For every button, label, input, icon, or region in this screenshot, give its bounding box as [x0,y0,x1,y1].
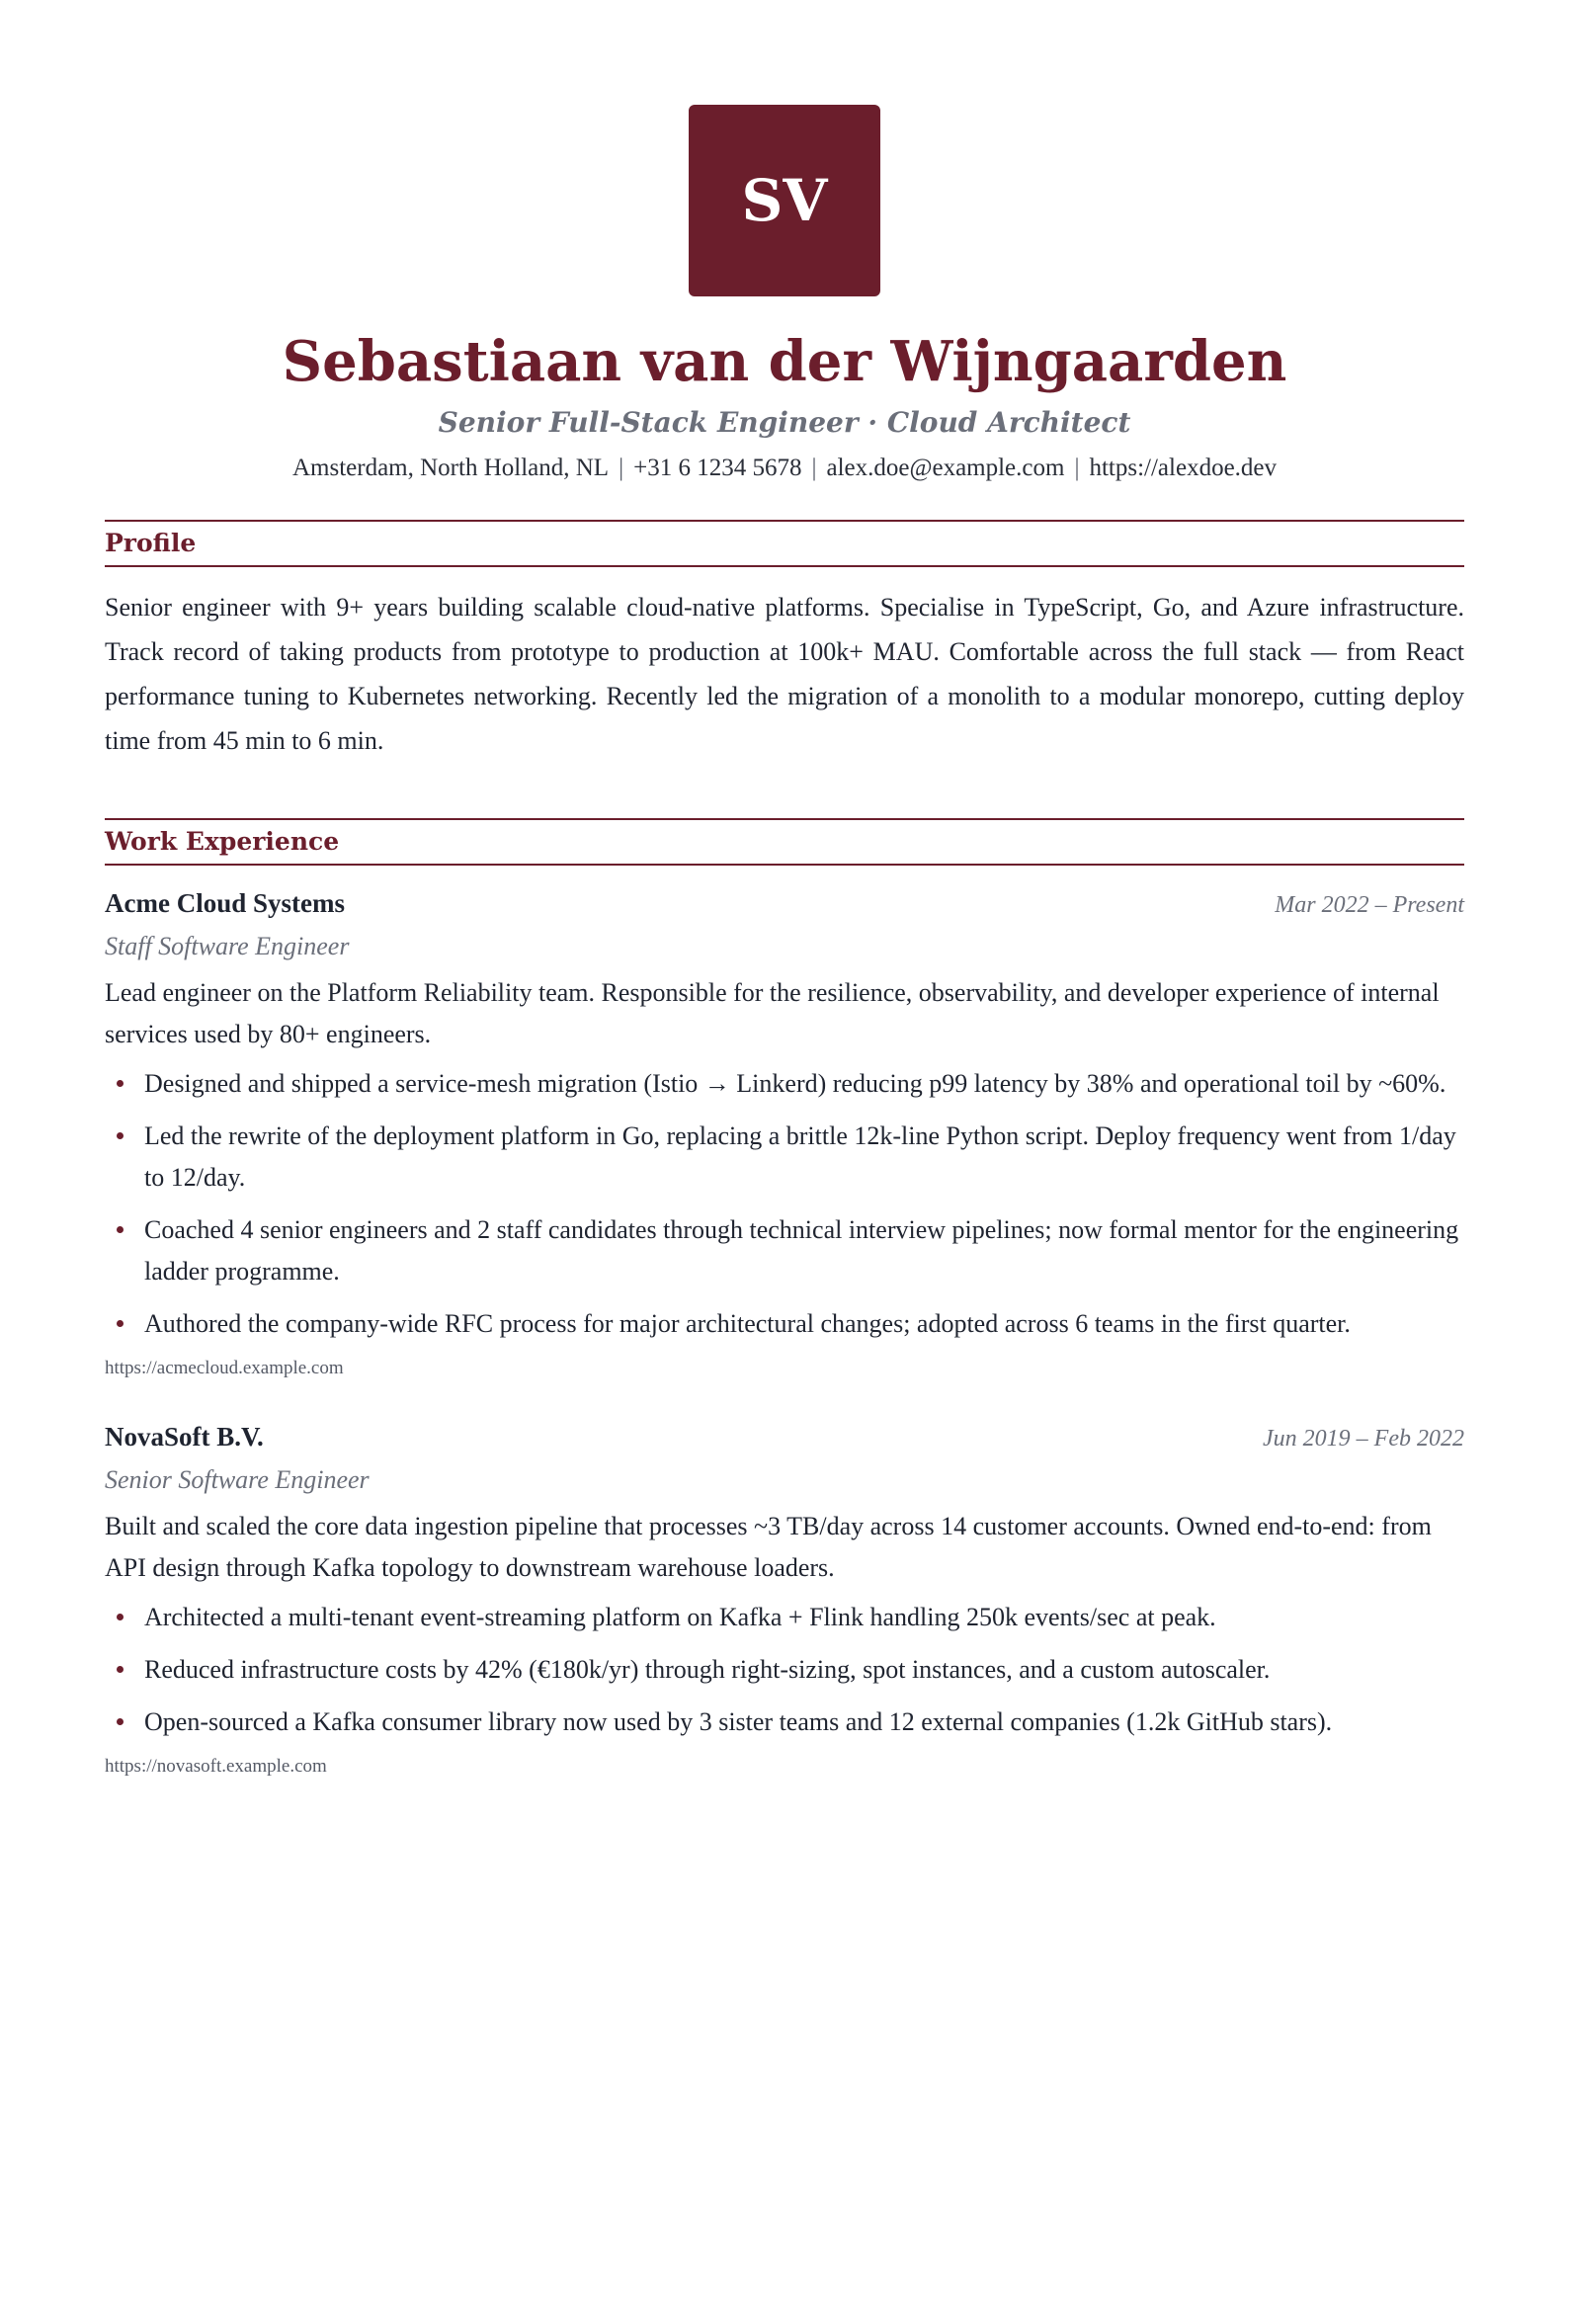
section-title-work-experience: Work Experience [105,818,1464,866]
resume-header [105,105,1464,486]
job-summary: Lead engineer on the Platform Reliability team. Responsible for the resilience, observability, and developer experience of internal services used by 80+ engineers. [105,978,1440,1048]
job-summary: Built and scaled the core data ingestion pipeline that processes ~3 TB/day across 14 customer accounts. Owned end-to-end: from API design through Kafka topology to downstream warehouse loaders. [105,1512,1432,1582]
contact-location: Amsterdam, North Holland, NL [291,455,610,481]
resume-page [0,105,1569,2324]
job-bullet: Architected a multi-tenant event-streaming platform on Kafka + Flink handling 250k events/sec at peak. [105,1597,1464,1638]
contact-line [105,451,1464,486]
candidate-name: Sebastiaan van der Wijngaarden [282,329,1287,394]
job-bullet: Designed and shipped a service-mesh migration (Istio → Linkerd) reducing p99 latency by 38% and operational toil by ~60%. [105,1063,1464,1105]
job-company: Acme Cloud Systems [105,888,345,918]
section-title-profile: Profile [105,520,1464,567]
profile-section [105,520,1464,763]
contact-separator: | [619,455,624,481]
job-bullets [105,1597,1464,1743]
job-entry [105,1417,1464,1782]
job-dates: Mar 2022 – Present [1275,892,1464,918]
job-url-link[interactable]: https://acmecloud.example.com [105,1358,344,1378]
job-bullet: Authored the company-wide RFC process for major architectural changes; adopted across 6 teams in the first quarter. [105,1303,1464,1345]
contact-phone: +31 6 1234 5678 [633,455,802,481]
job-entry [105,883,1464,1383]
job-role: Staff Software Engineer [105,932,350,960]
job-role: Senior Software Engineer [105,1465,370,1494]
job-dates: Jun 2019 – Feb 2022 [1263,1426,1464,1452]
contact-email-link[interactable]: alex.doe@example.com [826,455,1065,481]
contact-website-link[interactable]: https://alexdoe.dev [1089,455,1278,481]
job-url-link[interactable]: https://novasoft.example.com [105,1756,327,1777]
contact-separator: | [1074,455,1080,481]
work-experience-section [105,818,1464,1782]
job-bullet: Reduced infrastructure costs by 42% (€180k/yr) through right-sizing, spot instances, and a custom autoscaler. [105,1649,1464,1691]
job-header [105,883,1464,925]
contact-separator: | [811,455,817,481]
job-company: NovaSoft B.V. [105,1422,264,1452]
job-bullet: Coached 4 senior engineers and 2 staff candidates through technical interview pipelines; now formal mentor for the engineering ladder programme. [105,1209,1464,1292]
job-bullet: Led the rewrite of the deployment platform in Go, replacing a brittle 12k-line Python script. Deploy frequency went from 1/day to 12/day. [105,1116,1464,1199]
candidate-headline: Senior Full-Stack Engineer · Cloud Architect [438,406,1131,439]
job-header [105,1417,1464,1458]
job-bullets [105,1063,1464,1345]
job-bullet: Open-sourced a Kafka consumer library now used by 3 sister teams and 12 external companies (1.2k GitHub stars). [105,1702,1464,1743]
profile-summary: Senior engineer with 9+ years building scalable cloud-native platforms. Specialise in TypeScript, Go, and Azure infrastructure. Track record of taking products from prototype to production at 100k+ MAU. Comfortable across the full stack — from React performance tuning to Kubernetes networking. Recently led the migration of a monolith to a modular monorepo, cutting deploy time from 45 min to 6 min. [105,593,1464,755]
monogram-badge: SV [689,105,880,296]
